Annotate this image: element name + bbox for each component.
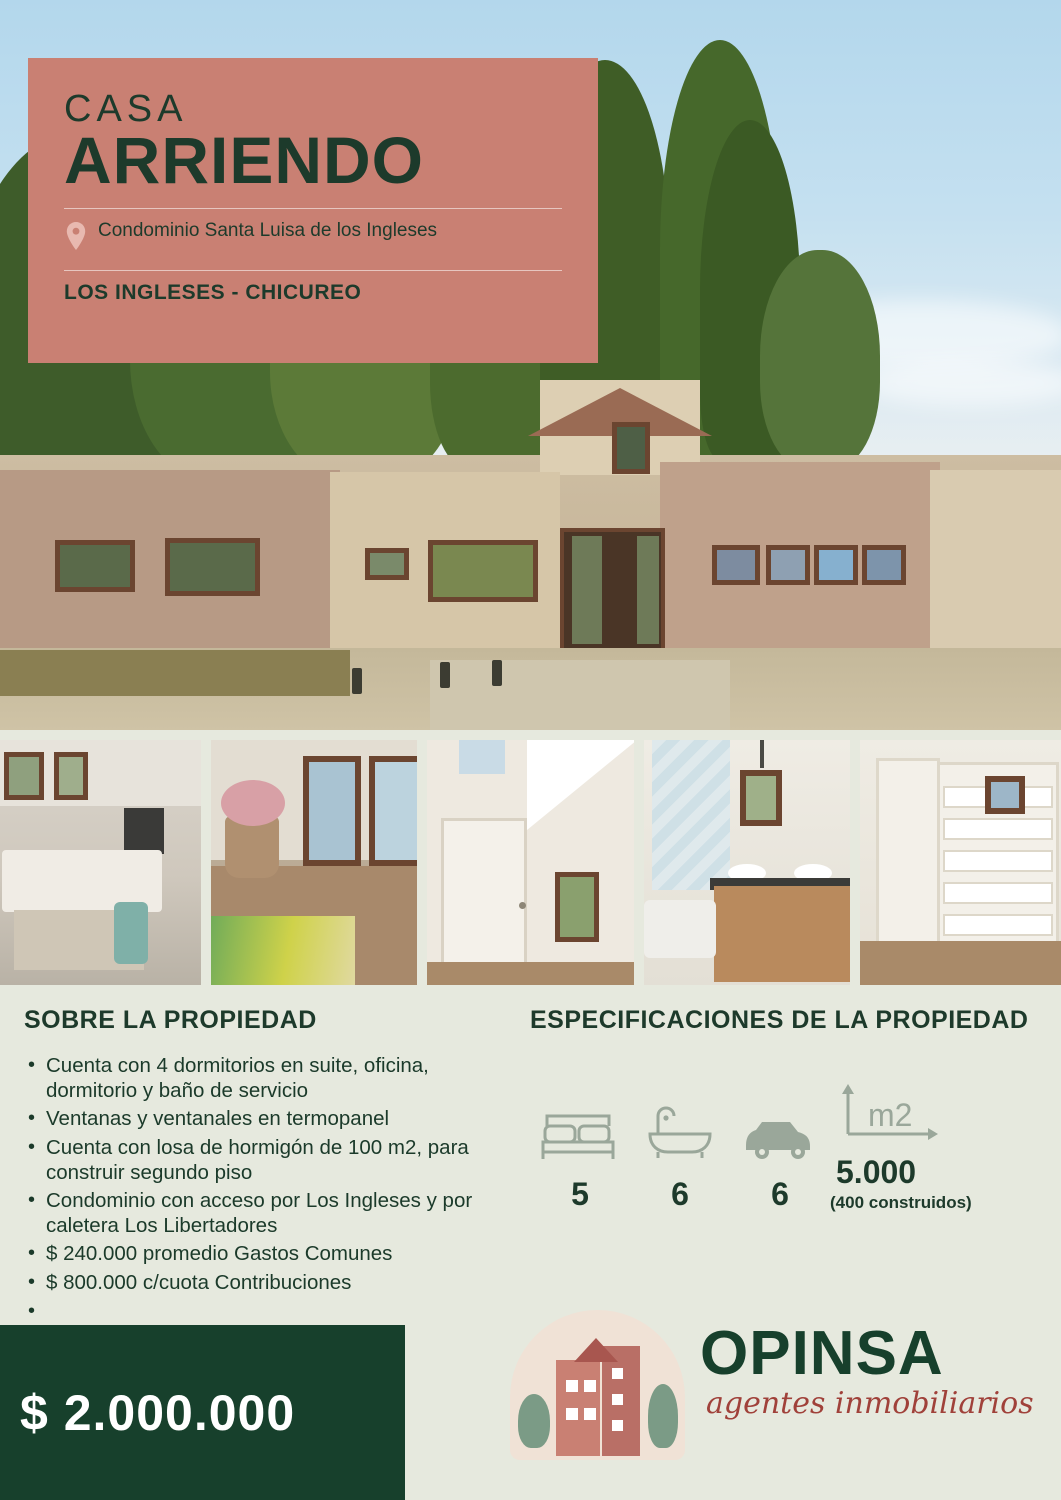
bathtub-icon (630, 1100, 730, 1162)
closet-drawer (943, 818, 1053, 840)
price-amount: $ 2.000.000 (20, 1384, 296, 1441)
bush (648, 1384, 678, 1448)
area-m2-icon (830, 1078, 1005, 1140)
divider (64, 208, 562, 209)
spec-parking (730, 1100, 830, 1213)
brand-name: OPINSA (700, 1319, 944, 1388)
kitchen-stool (114, 902, 148, 964)
bed-icon (530, 1100, 630, 1162)
house-window (712, 545, 760, 585)
spec-value-bedrooms: 5 (571, 1176, 589, 1213)
list-item: • $ 240.000 promedio Gastos Comunes (24, 1242, 514, 1267)
tree (760, 250, 880, 470)
hallway-ceiling-plane (527, 740, 634, 830)
garden-light (352, 668, 362, 694)
house-window (428, 540, 538, 602)
building-roof (574, 1338, 618, 1362)
bathroom-tile-wall (652, 740, 730, 890)
divider (64, 270, 562, 271)
house-window (766, 545, 810, 585)
spec-note-area: (400 construidos) (830, 1193, 972, 1213)
building-window (566, 1408, 578, 1420)
map-pin-icon (64, 221, 88, 256)
living-room-photo[interactable] (211, 740, 418, 985)
living-window (369, 756, 418, 866)
driveway (430, 660, 730, 730)
living-rug (211, 916, 355, 985)
bathroom-vanity (714, 886, 851, 982)
closet-drawer (943, 914, 1053, 936)
closet-photo[interactable] (860, 740, 1061, 985)
building-window (612, 1420, 623, 1431)
kitchen-window (54, 752, 88, 800)
closet-drawer (943, 850, 1053, 872)
building-window (612, 1394, 623, 1405)
garden-area (0, 650, 350, 696)
house-wall-far (930, 470, 1061, 655)
closet-floor (860, 941, 1061, 985)
photo-gallery (0, 740, 1061, 985)
list-item: • Condominio con acceso por Los Ingleses y por caletera Los Libertadores (24, 1189, 514, 1238)
spec-bedrooms (530, 1100, 630, 1213)
building-window (612, 1368, 623, 1379)
sub-location-text: LOS INGLESES - CHICUREO (64, 281, 362, 305)
opinsa-buildings-icon (510, 1310, 685, 1460)
closet-shelving (876, 758, 940, 968)
bathtub (644, 900, 716, 958)
list-item: • $ 800.000 c/cuota Contribuciones (24, 1271, 514, 1296)
bush (518, 1394, 550, 1448)
building-window (584, 1380, 596, 1392)
list-item: • Cuenta con 4 dormitorios en suite, oficina, dormitorio y baño de servicio (24, 1054, 514, 1103)
skylight (459, 740, 505, 774)
kitchen-oven (124, 808, 164, 854)
specs-row (530, 1078, 1035, 1213)
spec-area (830, 1078, 1005, 1213)
bathroom-window (740, 770, 782, 826)
hallway-photo[interactable] (427, 740, 634, 985)
listing-kicker: CASA (64, 88, 188, 130)
spec-value-parking: 6 (771, 1176, 789, 1213)
pendant-lamp (760, 740, 764, 768)
bathroom-photo[interactable] (644, 740, 851, 985)
listing-headline: ARRIENDO (64, 123, 425, 197)
house-window (612, 422, 650, 474)
feature-list (24, 1054, 514, 1295)
brand-tagline: agentes inmobiliarios (706, 1386, 1034, 1421)
kitchen-photo[interactable] (0, 740, 201, 985)
listing-header-card (28, 58, 598, 363)
house-window (365, 548, 409, 580)
specifications-column (530, 1005, 1035, 1213)
hallway-floor (427, 962, 634, 985)
spec-value-area: 5.000 (836, 1154, 917, 1191)
hallway-window (555, 872, 599, 942)
garden-light (440, 662, 450, 688)
list-item: • Cuenta con losa de hormigón de 100 m2, para construir segundo piso (24, 1136, 514, 1185)
spec-bathrooms (630, 1100, 730, 1213)
house-window (55, 540, 135, 592)
door-glass-panel (572, 536, 602, 644)
interior-door (441, 818, 527, 985)
living-window (303, 756, 361, 866)
flowers (221, 780, 285, 826)
about-property-column (24, 1005, 514, 1300)
location-row (64, 219, 562, 256)
location-text: Condominio Santa Luisa de los Ingleses (98, 220, 438, 242)
door-sidelight (637, 536, 659, 644)
car-icon (730, 1100, 830, 1162)
building-window (584, 1408, 596, 1420)
kitchen-window (4, 752, 44, 800)
brand-logo[interactable] (510, 1300, 1050, 1485)
house-window (165, 538, 260, 596)
list-item: • Ventanas y ventanales en termopanel (24, 1107, 514, 1132)
spec-value-bathrooms: 6 (671, 1176, 689, 1213)
building-window (566, 1380, 578, 1392)
about-title: SOBRE LA PROPIEDAD (24, 1006, 317, 1034)
garden-light (492, 660, 502, 686)
closet-drawer (943, 882, 1053, 904)
price-band (0, 1325, 405, 1500)
house-window (862, 545, 906, 585)
house-window (814, 545, 858, 585)
closet-window (985, 776, 1025, 814)
specs-title: ESPECIFICACIONES DE LA PROPIEDAD (530, 1006, 1029, 1034)
svg-text:m2: m2 (868, 1097, 913, 1134)
